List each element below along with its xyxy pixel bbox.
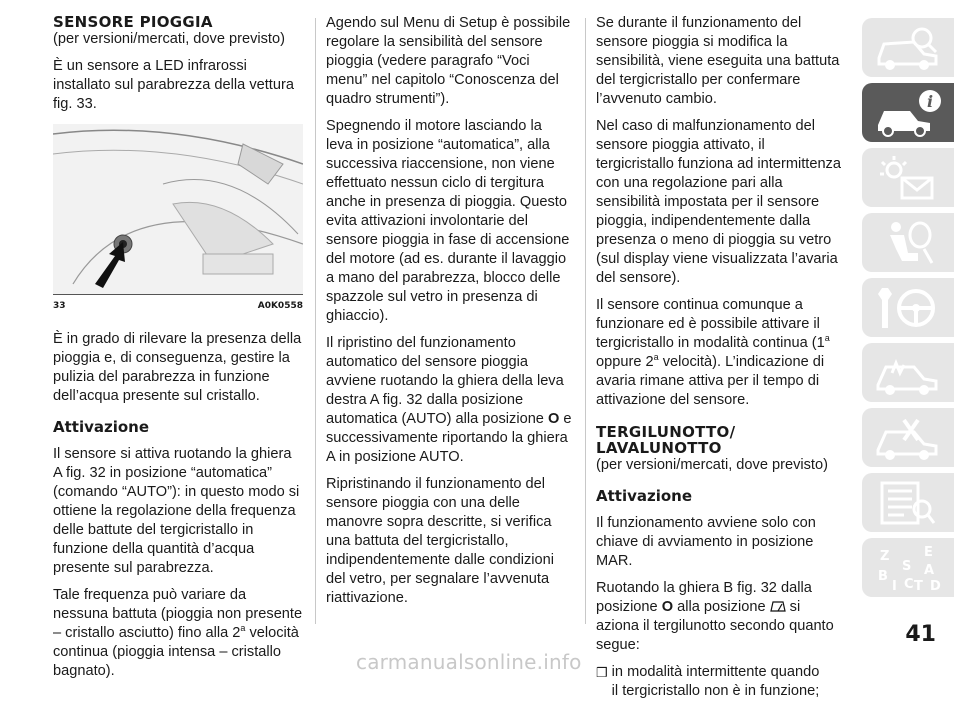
tab-airbag-seat[interactable] [862,213,954,272]
svg-text:Z: Z [880,549,890,564]
warning-lights-icon [874,154,944,202]
section-title-sensore-pioggia: SENSORE PIOGGIA [53,13,213,31]
car-info-icon [874,89,944,137]
svg-text:D: D [930,579,941,592]
chapter-sidebar [862,18,954,603]
paragraph: Nel caso di malfunzionamento del sensore pioggia attivato, il tergicristallo funziona ad intermittenza con una regolazione pari alla sensibilità impostata per il sensore pioggia, indipendentemente dalla presenza o meno di pioggia su vetro (sul display viene visualizzata l’avaria del sensore). [596,118,841,286]
specs-list-icon [874,479,944,527]
paragraph: Il funzionamento avviene solo con chiave di avviamento in posizione MAR. [596,515,816,569]
tab-car-search[interactable] [862,18,954,77]
tab-car-tools[interactable] [862,408,954,467]
tab-car-crash[interactable] [862,343,954,402]
figure-code: A0K0558 [257,301,303,311]
svg-text:A: A [924,563,935,578]
paragraph: Se durante il funzionamento del sensore pioggia si modifica la sensibilità, viene eseguita una battuta del tergicristallo per confermare l’avvenuto cambio. [596,15,840,107]
airbag-seat-icon [874,219,944,267]
watermark: carmanualsonline.info [356,650,582,674]
column-1 [53,14,303,689]
paragraph: È un sensore a LED infrarossi installato sul parabrezza della vettura fig. 33. [53,58,294,112]
svg-text:S: S [902,559,912,574]
figure-33-windshield-sensor [53,124,303,295]
column-2 [326,14,572,616]
windshield-illustration [53,124,303,294]
figure-caption [53,297,303,316]
index-letters-icon [874,544,944,592]
section-subtitle: (per versioni/mercati, dove previsto) [53,31,285,47]
tab-index[interactable] [862,538,954,597]
section-subtitle: (per versioni/mercati, dove previsto) [596,457,828,473]
tab-car-info[interactable] [862,83,954,142]
checkbox-bullet-icon: ❒ [596,665,608,680]
rear-wiper-icon [770,600,786,612]
tab-steering-wrench[interactable] [862,278,954,337]
svg-text:I: I [892,579,897,592]
paragraph: Ripristinando il funzionamento del sensore pioggia con una delle manovre sopra descritte, si verifica una battuta del tergicristallo, indipendentemente dalle condizioni del vetro, per segnalare l’avvenuta riattivazione. [326,476,554,606]
paragraph: Tale frequenza può variare da nessuna battuta (pioggia non presente – cristallo asciutto) fino alla 2$^a$ velocità continua (pioggia intensa – cristallo bagnato). [53,587,303,679]
paragraph: È in grado di rilevare la presenza della pioggia e, di conseguenza, gestire la pulizia del parabrezza in funzione dell’acqua presente sul cristallo. [53,331,302,404]
figure-number: 33 [53,301,66,311]
subsection-title-attivazione: Attivazione [596,487,693,505]
paragraph: Spegnendo il motore lasciando la leva in posizione “automatica”, alla successiva riaccensione, non viene effettuato nessun ciclo di tergitura anche in presenza di pioggia. Questo evita attivazioni involontarie del sensore pioggia in fase di accensione del motore (ad es. durante il lavaggio a mano del parabrezza, blocco delle spazzole sul vetro in presenza di ghiaccio). [326,118,570,324]
column-3 [596,14,842,701]
svg-text:B: B [878,569,888,584]
svg-text:C: C [904,577,914,592]
paragraph: Il sensore continua comunque a funzionare ed è possibile attivare il tergicristallo in modalità continua (1$^a$ oppure 2$^a$ velocità). L’indicazione di avaria rimane attiva per il tempo di attivazione del sensore. [596,297,830,408]
column-divider [585,18,586,624]
paragraph: Agendo sul Menu di Setup è possibile regolare la sensibilità del sensore pioggia (vedere paragrafo “Voci menu” nel capitolo “Conoscenza del quadro strumenti”). [326,15,571,107]
svg-text:i: i [927,92,934,111]
column-divider [315,18,316,624]
subsection-title-attivazione: Attivazione [53,418,150,436]
paragraph: Ruotando la ghiera B fig. 32 dalla posizione O alla posizione si aziona il tergilunotto secondo quanto segue: [596,580,834,653]
car-search-icon [874,24,944,72]
paragraph: Il ripristino del funzionamento automatico del sensore pioggia avviene ruotando la ghiera della leva destra A fig. 32 dalla posizione automatica (AUTO) alla posizione O e successivamente riportando la ghiera A in posizione AUTO. [326,335,572,465]
list-item: ❒ in modalità intermittente quando il tergicristallo non è in funzione; [596,664,820,699]
svg-text:T: T [914,579,923,592]
tab-warning-lights[interactable] [862,148,954,207]
car-tools-icon [874,414,944,462]
svg-text:E: E [924,545,933,560]
section-title-tergilunotto: TERGILUNOTTO/ LAVALUNOTTO [596,423,736,457]
paragraph: Il sensore si attiva ruotando la ghiera A fig. 32 in posizione “automatica” (comando “AUTO”): in questo modo si ottiene la regolazione della frequenza delle battute del tergicristallo in funzione della quantità d’acqua presente sul parabrezza. [53,446,300,576]
steering-wrench-icon [874,284,944,332]
page-number: 41 [905,622,936,647]
car-crash-icon [874,349,944,397]
tab-specs-list[interactable] [862,473,954,532]
